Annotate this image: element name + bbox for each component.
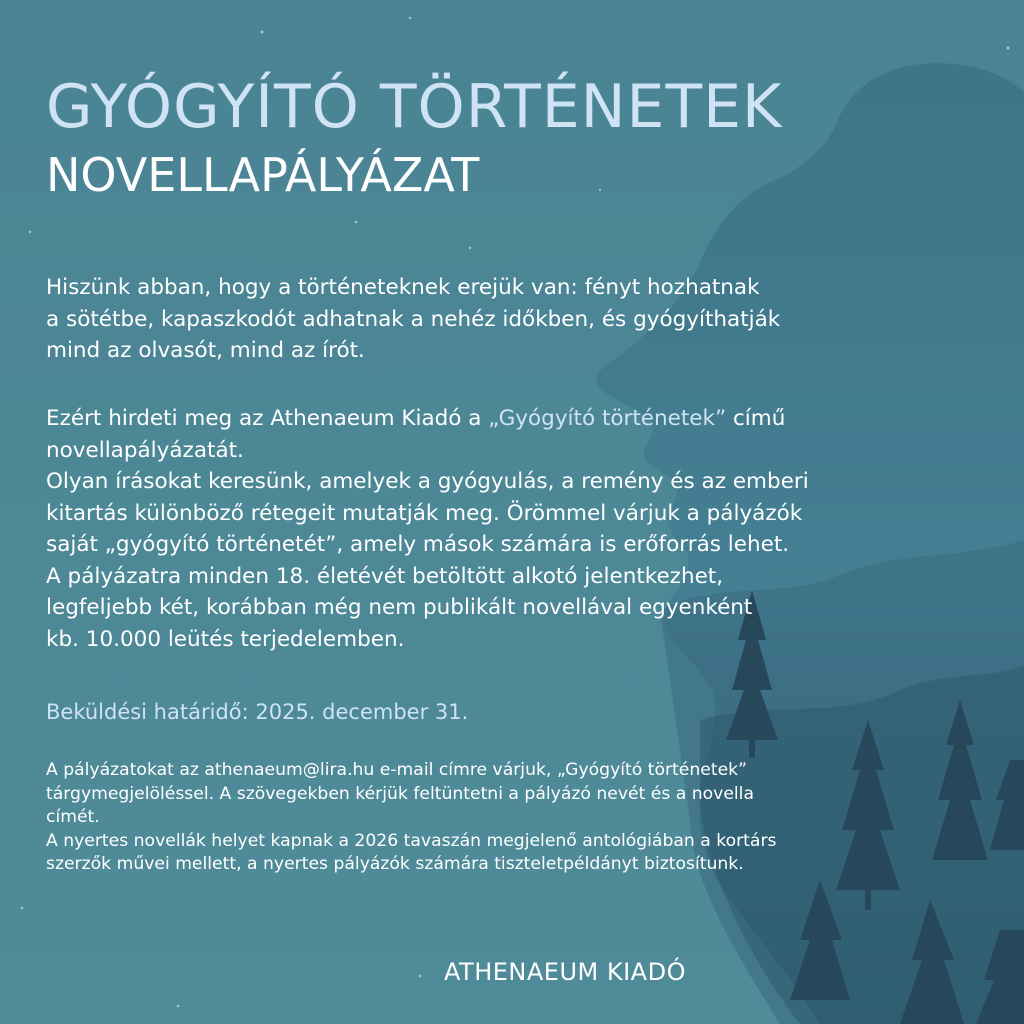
poster-title: GYÓGYÍTÓ TÖRTÉNETEK	[46, 72, 783, 142]
text-line: saját „gyógyító történetét”, amely mások számára is erőforrás lehet.	[46, 532, 790, 557]
poster-subtitle: NOVELLAPÁLYÁZAT	[46, 148, 480, 202]
call-paragraph	[46, 403, 986, 655]
text-line: a sötétbe, kapaszkodót adhatnak a nehéz időkben, és gyógyíthatják	[46, 306, 781, 332]
text-line: szerzők művei mellett, a nyertes pályázók számára tiszteletpéldányt biztosítunk.	[46, 854, 744, 875]
publisher-name: ATHENAEUM KIADÓ	[444, 958, 686, 986]
text-line: tárgymegjelöléssel. A szövegekben kérjük feltüntetni a pályázó nevét és a novella	[46, 783, 754, 804]
text-line: címét.	[46, 807, 100, 828]
text-line: A pályázatokat az athenaeum@lira.hu e-mail címre várjuk, „Gyógyító történetek”	[46, 760, 748, 780]
text-line: A pályázatra minden 18. életévét betöltött alkotó jelentkezhet,	[46, 563, 724, 589]
text-segment: című	[726, 406, 786, 431]
text-line: novellapályázatát.	[46, 437, 244, 463]
text-line: A nyertes novellák helyet kapnak a 2026 tavaszán megjelenő antológiában a kortárs	[46, 830, 777, 851]
text-line: legfeljebb két, korábban még nem publikált novellával egyenként	[46, 595, 753, 620]
text-line: mind az olvasót, mind az írót.	[46, 338, 365, 363]
text-line: kitartás különböző rétegeit mutatják meg. Örömmel várjuk a pályázók	[46, 500, 803, 526]
text-line	[46, 403, 986, 435]
submission-paragraph	[46, 759, 996, 877]
text-line: kb. 10.000 leütés terjedelemben.	[46, 626, 405, 652]
intro-paragraph	[46, 272, 986, 367]
text-line: Hiszünk abban, hogy a történeteknek erejük van: fényt hozhatnak	[46, 275, 760, 300]
text-line: Olyan írásokat keresünk, amelyek a gyógyulás, a remény és az emberi	[46, 469, 809, 494]
contest-name-highlight: „Gyógyító történetek”	[488, 406, 727, 431]
text-segment: Ezért hirdeti meg az Athenaeum Kiadó a	[46, 406, 489, 431]
deadline-text: Beküldési határidő: 2025. december 31.	[46, 700, 469, 724]
